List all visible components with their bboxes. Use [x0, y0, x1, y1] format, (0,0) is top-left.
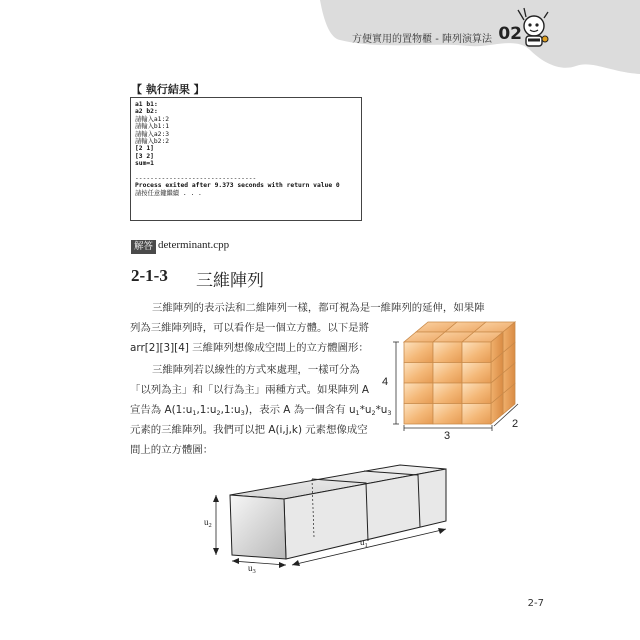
paragraph-line-declaration	[130, 400, 392, 421]
cube-front-cell	[404, 342, 433, 363]
paragraph-line: 三維陣列的表示法和二維陣列一樣，都可視為是一維陣列的延伸，如果陣	[152, 302, 485, 314]
section-title: 三維陣列	[196, 271, 264, 291]
cube-front-cell	[433, 383, 462, 404]
answer-filename: determinant.cpp	[158, 239, 230, 251]
console-line	[135, 168, 357, 175]
section-number: 2-1-3	[131, 266, 168, 285]
console-line: 請輸入a2:3	[135, 130, 170, 138]
chapter-number: 02	[498, 24, 522, 44]
console-line: sum=1	[135, 160, 154, 168]
subscript: 3	[240, 409, 245, 417]
paragraph-line: arr[2][3][4] 三維陣列想像成空間上的立方體圖形：	[130, 342, 369, 354]
console-line: 請輸入a1:2	[135, 115, 170, 123]
text-run: ,1:u	[196, 404, 217, 416]
prism-u3-label	[248, 563, 256, 573]
subscript: 3	[252, 568, 256, 575]
prism-u2-label	[204, 517, 212, 527]
cube-height-label: 4	[382, 376, 389, 388]
subscript: 1	[192, 409, 197, 417]
text-run: 宣告為 A(1:u	[130, 404, 193, 416]
text-run: *u	[359, 404, 372, 416]
paragraph-line: 「以列為主」和「以行為主」兩種方式。如果陣列 A	[130, 384, 370, 396]
cube-front-cell	[404, 363, 433, 384]
console-line: a1 b1:	[135, 101, 158, 108]
cube-figure	[380, 320, 530, 446]
subscript: 3	[387, 409, 392, 417]
text-run: *u	[375, 404, 388, 416]
console-line: [2 1]	[135, 145, 154, 153]
cube-front-cell	[404, 383, 433, 404]
cube-front-cell	[433, 342, 462, 363]
mascot-illustration	[516, 6, 550, 50]
cube-front-cell	[462, 404, 491, 425]
answer-tag: 解答	[131, 240, 156, 254]
prism-u1-label	[360, 537, 368, 547]
console-line: 請輸入b1:1	[135, 123, 170, 131]
console-line: [3 2]	[135, 152, 154, 160]
subscript: 1	[364, 542, 368, 549]
cube-front-cell	[462, 383, 491, 404]
console-line: --------------------------------	[135, 174, 257, 182]
console-output-screenshot	[130, 97, 362, 221]
cube-grid	[404, 322, 515, 424]
console-line: 請按任意鍵繼續 . . .	[135, 189, 202, 197]
cube-drawing	[380, 320, 530, 446]
execution-result-label: 【 執行結果 】	[131, 83, 205, 96]
cube-depth-label: 2	[512, 418, 519, 430]
paragraph-line: 元素的三維陣列。我們可以把 A(i,j,k) 元素想像成空	[130, 424, 368, 436]
subscript: 2	[208, 522, 212, 529]
cube-front-cell	[404, 404, 433, 425]
prism-figure	[200, 455, 450, 575]
subscript: 2	[371, 409, 376, 417]
label-text: u	[248, 563, 253, 573]
page-number: 2-7	[527, 598, 544, 609]
label-text: u	[204, 517, 209, 527]
paragraph-line: 列為三維陣列時，可以看作是一個立方體。以下是將	[130, 322, 369, 334]
text-run: )，表示 A 為一個含有 u	[244, 404, 356, 416]
console-lines	[135, 101, 357, 197]
console-line: Process exited after 9.373 seconds with return value 0	[135, 182, 340, 190]
console-line: a2 b2:	[135, 108, 158, 116]
label-text: u	[360, 537, 365, 547]
console-line: 請輸入b2:2	[135, 137, 170, 145]
running-head: 方便實用的置物櫃 - 陣列演算法	[352, 34, 492, 45]
text-run: ,1:u	[220, 404, 241, 416]
cube-width-label: 3	[444, 430, 451, 442]
cube-front-cell	[462, 342, 491, 363]
cube-front-cell	[433, 363, 462, 384]
subscript: 1	[355, 409, 360, 417]
paragraph-line: 三維陣列若以線性的方式來處理，一樣可分為	[152, 364, 360, 376]
prism-drawing	[200, 455, 450, 575]
subscript: 2	[216, 409, 221, 417]
cube-front-cell	[433, 404, 462, 425]
cube-front-cell	[462, 363, 491, 384]
paragraph-line: 間上的立方體圖：	[130, 444, 214, 456]
